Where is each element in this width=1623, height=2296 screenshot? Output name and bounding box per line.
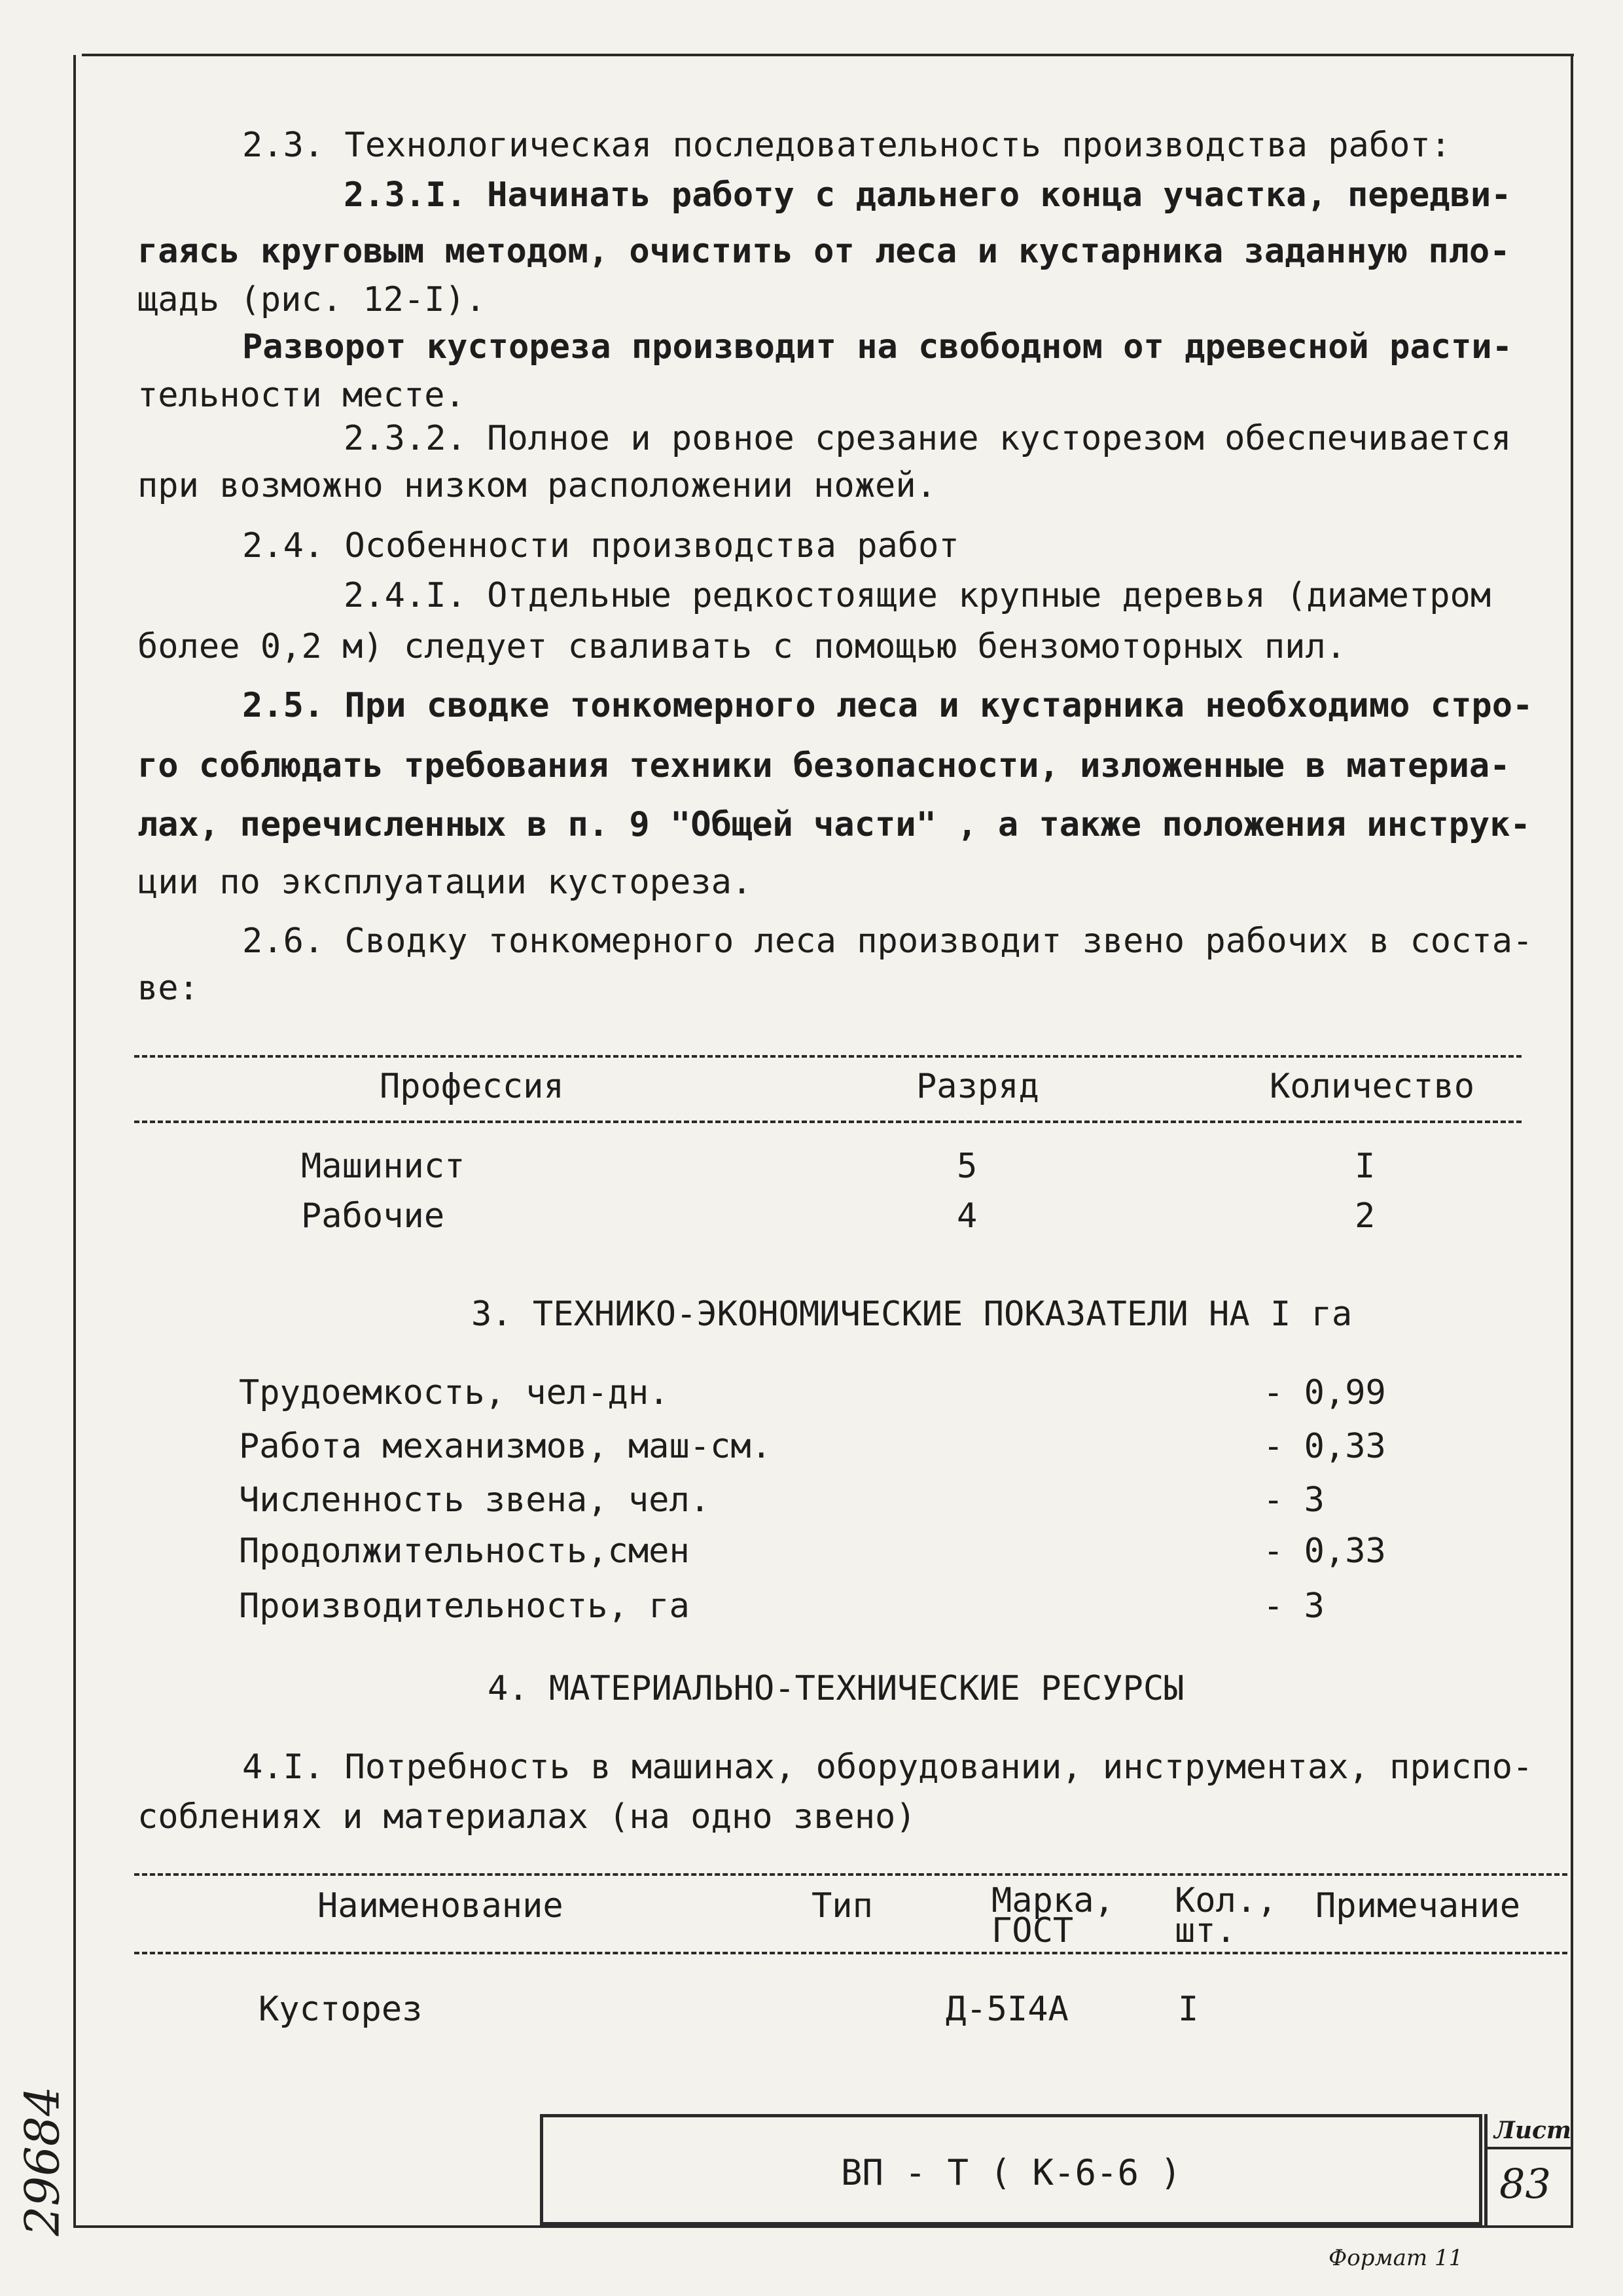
crew-row-count: 2 xyxy=(1355,1196,1376,1236)
para-2-5-line2: го соблюдать требования техники безопасности, изложенные в материа- xyxy=(137,746,1510,785)
page-frame-right xyxy=(1571,54,1573,2227)
indicator-label: Продолжительность,смен xyxy=(239,1532,690,1571)
indicator-label: Производительность, га xyxy=(239,1587,690,1626)
indicator-value: - 3 xyxy=(1263,1480,1325,1520)
para-2-5-line3: лах, перечисленных в п. 9 "Общей части" , а также положения инструк- xyxy=(137,805,1531,844)
equipment-header-note: Примечание xyxy=(1315,1886,1521,1926)
sheet-label: Лист xyxy=(1494,2117,1572,2144)
crew-row-profession: Рабочие xyxy=(301,1196,445,1236)
section-3-title: 3. ТЕХНИКО-ЭКОНОМИЧЕСКИЕ ПОКАЗАТЕЛИ НА I га xyxy=(471,1295,1353,1334)
title-block-stamp xyxy=(540,2114,1482,2225)
crew-header-count: Количество xyxy=(1270,1067,1475,1106)
equipment-header-mark: Марка, xyxy=(991,1881,1115,1920)
indicator-value: - 0,33 xyxy=(1263,1532,1386,1571)
para-2-3-1-line2: гаясь круговым методом, очистить от леса и кустарника заданную пло- xyxy=(137,232,1510,271)
indicator-value: - 0,99 xyxy=(1263,1373,1386,1412)
document-code: ВП - Т ( К-6-6 ) xyxy=(840,2152,1182,2193)
indicator-value: - 0,33 xyxy=(1263,1427,1386,1466)
para-4-1-line2: соблениях и материалах (на одно звено) xyxy=(137,1797,916,1837)
crew-header-profession: Профессия xyxy=(380,1067,564,1106)
crew-row-count: I xyxy=(1355,1147,1376,1186)
indicator-label: Работа механизмов, маш-см. xyxy=(239,1427,772,1466)
equipment-header-name: Наименование xyxy=(317,1886,563,1926)
para-2-5-line1: 2.5. При сводке тонкомерного леса и кустарника необходимо стро- xyxy=(242,686,1533,725)
sheet-box-divider xyxy=(1488,2147,1571,2149)
equipment-header-qty-unit: шт. xyxy=(1175,1911,1236,1950)
para-turn-line1: Разворот кустореза производит на свободном от древесной расти- xyxy=(242,327,1513,367)
para-2-3-2-line2: при возможно низком расположении ножей. xyxy=(137,466,936,505)
crew-row-grade: 4 xyxy=(957,1196,978,1236)
indicator-label: Трудоемкость, чел-дн. xyxy=(239,1373,669,1412)
crew-header-grade: Разряд xyxy=(916,1067,1039,1106)
equipment-table-top-rule xyxy=(134,1873,1567,1876)
bottom-format-note: Формат 11 xyxy=(1329,2245,1463,2271)
crew-table-top-rule xyxy=(134,1055,1522,1058)
sheet-number: 83 xyxy=(1499,2160,1551,2208)
equipment-header-type: Тип xyxy=(812,1886,873,1926)
para-2-4-1-line2: более 0,2 м) следует сваливать с помощью бензомоторных пил. xyxy=(137,627,1347,666)
crew-table-header-rule xyxy=(134,1121,1522,1123)
equipment-header-qty: Кол., xyxy=(1175,1881,1277,1920)
heading-2-4: 2.4. Особенности производства работ xyxy=(242,526,959,565)
page-frame-left xyxy=(73,55,76,2228)
para-2-4-1-line1: 2.4.I. Отдельные редкостоящие крупные деревья (диаметром xyxy=(344,576,1491,615)
para-2-3-1-line1: 2.3.I. Начинать работу с дальнего конца участка, передви- xyxy=(344,175,1512,215)
para-2-6-line1: 2.6. Сводку тонкомерного леса производит звено рабочих в соста- xyxy=(242,922,1533,961)
sheet-number-box xyxy=(1484,2114,1571,2225)
equipment-header-mark-gost: ГОСТ xyxy=(991,1911,1074,1950)
crew-row-profession: Машинист xyxy=(301,1147,465,1186)
page-frame-bottom xyxy=(73,2225,1573,2228)
equipment-row-name: Кусторез xyxy=(259,1990,423,2029)
para-2-5-line4: ции по эксплуатации кустореза. xyxy=(137,863,753,902)
para-turn-line2: тельности месте. xyxy=(137,376,465,415)
equipment-table-header-rule xyxy=(134,1952,1567,1954)
para-4-1-line1: 4.I. Потребность в машинах, оборудовании, инструментах, приспо- xyxy=(242,1748,1533,1787)
para-2-3-1-line3: щадь (рис. 12-I). xyxy=(137,280,486,319)
margin-handwritten-text: 29684 xyxy=(14,2086,70,2236)
indicator-value: - 3 xyxy=(1263,1587,1325,1626)
para-2-3-2-line1: 2.3.2. Полное и ровное срезание кусторезом обеспечивается xyxy=(344,419,1512,458)
section-4-title: 4. МАТЕРИАЛЬНО-ТЕХНИЧЕСКИЕ РЕСУРСЫ xyxy=(488,1669,1185,1708)
margin-handwritten-number xyxy=(13,2068,72,2238)
equipment-row-qty: I xyxy=(1178,1990,1199,2029)
crew-row-grade: 5 xyxy=(957,1147,978,1186)
heading-2-3: 2.3. Технологическая последовательность производства работ: xyxy=(242,126,1452,165)
para-2-6-line2: ве: xyxy=(137,969,199,1008)
indicator-label: Численность звена, чел. xyxy=(239,1480,711,1520)
page-frame-top xyxy=(82,54,1574,56)
equipment-row-mark: Д-5I4А xyxy=(946,1990,1069,2029)
